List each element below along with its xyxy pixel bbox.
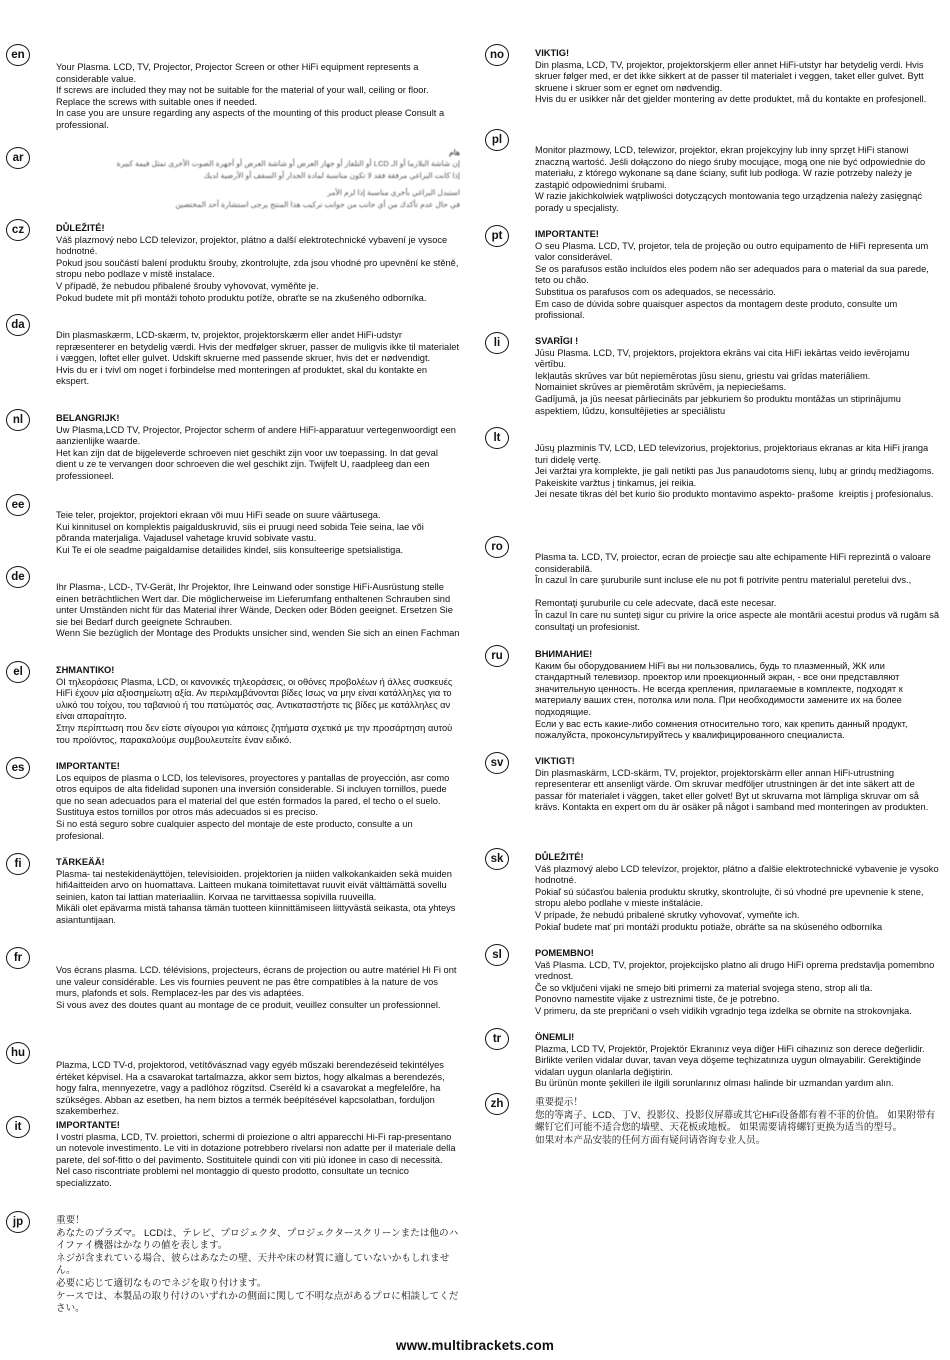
- language-badge: pl: [485, 129, 509, 151]
- arabic-line: في حال عدم تأكدك من أي جانب من جوانب تركيب هذا المنتج يرجى استشارة أحد المختصين: [175, 199, 460, 209]
- language-badge: tr: [485, 1028, 509, 1050]
- language-section-sl: [485, 944, 940, 1018]
- language-badge: da: [6, 314, 30, 336]
- section-body: I vostri plasma, LCD, TV. proiettori, schermi di proiezione o altri apparecchi Hi-Fi rap-presentano un notevole investimento. Le viti in dotazione potrebbero rivelarsi non adatte per il materiale della parete, del sof-fitto o del pavimento. Sostituitele quindi con viti più idonee in caso di necessità. Nel caso riscontriate problemi nel montaggio di questo prodotto, consultate un tecnico specializzato.: [56, 1131, 456, 1188]
- section-heading: BELANGRIJK!: [56, 413, 120, 423]
- section-body: Teie teler, projektor, projektori ekraan või muu HiFi seade on suure väärtusega. Kui kinnitusel on komplektis paigalduskruvid, siis ei pruugi need sobida Teie seina, lae või põranda materjaliga. Vajadusel vahetage kruvid sobivate vastu. Kui Te ei ole seadme paigaldamise detailides kindel, siis konsulteerige spetsialistiga.: [56, 510, 424, 555]
- language-section-zh: [485, 1093, 940, 1147]
- section-body: Vos écrans plasma. LCD. télévisions, projecteurs, écrans de projection ou autre matériel Hi Fi ont une valeur considérable. Les vis fournies peuvent ne pas être compatibles à la nature de vos murs, plafonds et sols. Remplacez-les par des vis adaptées. Si vous avez des doutes quant au montage de ce produit, veuillez consulter un professionnel.: [56, 965, 457, 1010]
- language-section-cz: [6, 219, 460, 304]
- language-section-en: [6, 44, 460, 132]
- section-body: Monitor plazmowy, LCD, telewizor, projektor, ekran projekcyjny lub inny sprzęt HiFi stanowi znaczną wartość. Jeśli dołączono do niego śruby mocujące, mogą one nie być odpowiednie do materiału, z którego wykonane są dane ściany, sufit lub podłoga. W razie potrzeby należy je zastąpić odpowiednimi śrubami. W razie jakichkolwiek wątpliwości dotyczących montowania tego urządzenia należy zasięgnąć porady u specjalisty.: [535, 145, 926, 213]
- language-section-de: [6, 566, 460, 640]
- section-content: [535, 1093, 940, 1147]
- section-heading: ÖNEMLI!: [535, 1032, 575, 1042]
- section-body: O seu Plasma. LCD, TV, projetor, tela de projeção ou outro equipamento de HiFi representa um valor considerável. Se os parafusos estão incluídos eles podem não ser adequados para o material da sua parede, teto ou chão. Substitua os parafusos com os adequados, se necessário. Em caso de dúvida sobre quaisquer aspectos da montagem deste produto, consulte um profissional.: [535, 240, 929, 321]
- section-body: Uw Plasma,LCD TV, Projector, Projector scherm of andere HiFi-apparatuur vertegenwoordigt een aanzienlijke waarde. Het kan zijn dat de bijgeleverde schroeven niet geschikt zijn voor uw toepassing. In dat geval dient u ze te vervangen door schroeven die wel geschikt zijn. Twijfelt U, raadpleeg dan een professioneel.: [56, 424, 456, 481]
- language-section-da: [6, 314, 460, 388]
- section-content: [56, 1116, 460, 1190]
- language-badge: es: [6, 757, 30, 779]
- language-badge: de: [6, 566, 30, 588]
- section-body: 重要提示！ 您的等离子、LCD、丁V、投影仪、投影仪屏幕或其它HiFi设备都有着不菲的价值。 如果附带有螺钉它们可能不适合您的墙壁、天花板或地板。 如果需要请将螺钉更换为适当的型号。 如果对本产品安装的任何方面有疑问请咨询专业人员。: [535, 1097, 936, 1146]
- section-heading: VIKTIGT!: [535, 756, 575, 766]
- language-badge: cz: [6, 219, 30, 241]
- section-content: [56, 947, 460, 1011]
- language-section-li: [485, 332, 940, 417]
- section-body: 重要！ あなたのプラズマ。 LCDは、テレビ、プロジェクタ、プロジェクタースクリーンまたは他のハイファイ機器はかなりの値を表します。 ネジが含まれている場合、彼らはあなたの壁、天井や床の材質に適していないかもしれません。 必要に応じて適切なものでネジを取り付けます。 ケースでは、本製品の取り付けのいずれかの側面に関して不明な点があるプロに相談してください。: [56, 1215, 459, 1315]
- section-heading: POMEMBNO!: [535, 948, 594, 958]
- section-content: [56, 44, 460, 132]
- section-content: [56, 147, 460, 210]
- section-body: Plasma- tai nestekidenäyttöjen, televisioiden. projektorien ja niiden valkokankaiden sekä muiden hifi4aitteiden arvo on huomattava. Laitteen mukana toimitettavat ruuvit eivät välttämättä sovellu seinien, katon tai lattian materiaaliin. Korvaa ne tarvittaessa sopivilla ruuveilla. Mikäli olet epävarma mistä tahansa tämän tuotteen kiinnittämiseen liittyvästä seikasta, ota yhteys asiantuntijaan.: [56, 868, 456, 925]
- section-body: Din plasmaskærm, LCD-skærm, tv, projektor, projektorskærm eller andet HiFi-udstyr repræsenterer en betydelig værdi. Hvis der medfølger skruer, passer de muligvis ikke til materialet i væggen, loftet eller gulvet. Udskift skruerne med passende skruer, hvis det er nødvendigt. Hvis du er i tvivl om noget i forbindelse med monteringen af produktet, skal du kontakte en ekspert.: [56, 330, 460, 387]
- section-body: Your Plasma. LCD, TV, Projector, Projector Screen or other HiFi equipment represents a considerable value. If screws are included they may not be suitable for the material of your wall, ceiling or floor. Replace the screws with suitable ones if needed. In case you are unsure regarding any aspects of the mounting of this product please Consult a professional.: [56, 62, 445, 130]
- section-body: Plazma, LCD TV-d, projektorod, vetítővásznad vagy egyéb műszaki berendezéseid tekintélyes értéket képvisel. Ha a csavarokat tartalmazza, akkor sem biztos, hogy alkalmas a berendezés, hogy falra, mennyezetre, vagy a padlóhoz rögzítsd. Cseréld ki a csavarokat a megfelelőre, ha szükséges. Abban az esetben, ha nem biztos a termék beépítésével kapcsolatban, forduljon szakemberhez.: [56, 1060, 448, 1117]
- language-badge: it: [6, 1116, 30, 1138]
- language-section-ar: [6, 147, 460, 210]
- section-content: [535, 44, 940, 106]
- language-section-nl: [6, 409, 460, 483]
- language-badge: no: [485, 44, 509, 66]
- section-content: [56, 409, 460, 483]
- section-body: Plasma ta. LCD, TV, proiector, ecran de proiecţie sau alte echipamente HiFi reprezintă o valoare considerabilă. În cazul în care şuruburile sunt incluse ele nu pot fi potrivite pentru materialul peretelui dvs., Remontaţi şuruburile cu cele adecvate, dacă este necesar. În cazul în care nu sunteţi sigur cu privire la orice aspecte ale montării acestui produs vă rugăm să consultaţi un profesionist.: [535, 552, 940, 632]
- section-heading: DŮLEŽITÉ!: [56, 223, 105, 233]
- language-badge: nl: [6, 409, 30, 431]
- section-body: Plazma, LCD TV, Projektör, Projektör Ekranınız veya diğer HiFi cihazınız son derece değerlidir. Birlikte verilen vidalar duvar, tavan veya döşeme teçhizatınıza uygun olmayabilir. Gerektiğinde vidaları uygun olanlarla değiştirin. Bu ürünün monte şekilleri ile ilgili sorunlarınız olması halinde bir uzmandan yardım alın.: [535, 1043, 925, 1089]
- language-badge: sk: [485, 848, 509, 870]
- section-content: [56, 219, 460, 304]
- section-content: [56, 494, 460, 556]
- language-section-tr: [485, 1028, 940, 1090]
- language-section-lt: [485, 427, 940, 501]
- section-heading: SVARĪGI !: [535, 336, 579, 346]
- language-section-fi: [6, 853, 460, 927]
- language-badge: li: [485, 332, 509, 354]
- language-badge: sl: [485, 944, 509, 966]
- section-body: Los equipos de plasma o LCD, los televisores, proyectores y pantallas de proyección, asr como otros equipos de alta fidelidad suponen una inversión considerable. Si incluyen tornillos, puede que no sean adecuados para el material del que estén formados la pared, el techo o el suelo. Sustituya estos tornillos por otros más adecuados si es preciso. Si no está seguro sobre cualquier aspecto del montaje de este producto, consulte a un profesional.: [56, 772, 450, 841]
- section-content: [535, 645, 940, 742]
- section-content: [56, 1042, 460, 1118]
- section-content: [56, 757, 460, 842]
- section-content: [535, 944, 940, 1018]
- section-content: [56, 661, 460, 746]
- language-section-pt: [485, 225, 940, 322]
- language-section-fr: [6, 947, 460, 1011]
- section-heading: ВНИМАНИЕ!: [535, 649, 593, 659]
- section-heading: TÄRKEÄÄ!: [56, 857, 105, 867]
- section-body: Váš plazmový alebo LCD televízor, projektor, plátno a ďalšie elektrotechnické vybavenie je vysoko hodnotné. Pokiaľ sú súčasťou balenia produktu skrutky, skontrolujte, či sú vhodné pre upevnenie k stene, stropu alebo podlahe v mieste inštalácie. V prípade, že nebudú pribalené skrutky vyhovovať, vymeňte ich. Pokiaľ budete mať pri montáži produktu potiaže, obráťte sa na skúseného odborníka: [535, 863, 939, 932]
- section-heading: DŮLEŽITÉ!: [535, 852, 584, 862]
- arabic-line: إذا كانت البراغي مرفقة فقد لا تكون مناسبة لمادة الجدار أو السقف أو الأرضية لديك: [203, 170, 460, 180]
- language-section-sv: [485, 752, 940, 814]
- arabic-line: استبدل البراغي بأخرى مناسبة إذا لزم الأمر: [327, 188, 460, 198]
- language-badge: pt: [485, 225, 509, 247]
- language-section-el: [6, 661, 460, 746]
- section-body: Din plasmaskärm, LCD-skärm, TV, projektor, projektorskärm eller annan HiFi-utrustning representerar ett ansenligt värde. Om skruvar medföljer utrustningen är det inte säkert att de passar för materialet i väggen, taket eller golvet! Byt ut skruvarna mot lämpliga skruvar om så krävs. Kontakta en expert om du är osäker på något i samband med monteringen av produkten.: [535, 767, 929, 813]
- section-content: [535, 848, 940, 933]
- language-badge: ro: [485, 536, 509, 558]
- section-content: [535, 536, 940, 633]
- website-url[interactable]: www.multibrackets.com: [395, 1338, 555, 1353]
- section-heading: ΣΗΜΑΝΤΙΚΟ!: [56, 665, 115, 675]
- language-badge: ee: [6, 494, 30, 516]
- language-section-es: [6, 757, 460, 842]
- language-section-it: [6, 1116, 460, 1190]
- section-body: Váš plazmový nebo LCD televizor, projektor, plátno a další elektrotechnické vybavení je vysoce hodnotné. Pokud jsou součástí balení produktu šrouby, zkontrolujte, zda jsou vhodné pro upevnění ke stěně, stropu nebo podlaze v místě instalace. V případě, že nebudou přibalené šrouby vyhovovat, vyměňte je. Pokud budete mít při montáži tohoto produktu potíže, obraťte se na zkušeného odborníka.: [56, 234, 459, 303]
- section-heading: IMPORTANTE!: [56, 761, 120, 771]
- section-body: Din plasma, LCD, TV, projektor, projektorskjerm eller annet HiFi-utstyr har betydelig verdi. Hvis skruer følger med, er det ikke sikkert at de passer til materialet i veggen, taket eller gulvet. Bytt skruene i skruer som er egnet om nødvendig. Hvis du er usikker når det gjelder montering av dette produktet, må du kontakte en profesjonell.: [535, 59, 927, 105]
- language-badge: sv: [485, 752, 509, 774]
- language-section-pl: [485, 129, 940, 215]
- section-heading: VIKTIG!: [535, 48, 570, 58]
- language-badge: lt: [485, 427, 509, 449]
- section-content: [535, 427, 940, 501]
- section-content: [535, 752, 940, 814]
- section-body: ΟΙ τηλεοράσεις Plasma, LCD, οι κανονικές τηλεοράσεις, οι οθόνες προβολέων ή άλλες συσκευές HiFi έχουν μία αξιοσημείωτη αξία. Αν περιλαμβάνονται βίδες Ισως να μην είναι κατάλληλες για το υλικό του τοίχου, του ταβανιού ή του πατώματός σας. Αντικαταστήστε τις βίδες με κατάλληλες αν είναι απαραίτητο. Στην περίπτωση που δεν είστε σίγουροι για κάποιες ζητήματα σχετικά με την προσάρτηση αυτού του προϊόντος, παρακαλούμε συμβουλευτείτε έναν ειδικό.: [56, 676, 453, 745]
- section-content: [56, 314, 460, 388]
- section-body: Ihr Plasma-, LCD-, TV-Gerät, Ihr Projektor, Ihre Leinwand oder sonstige HiFi-Ausrüstung stelle einen beträchtlichen Wert dar. Die möglicherweise im Lieferumfang enthaltenen Schrauben sind unter Umständen nicht für das Material ihrer Wände, Decken oder Böden geeignet. Ersetzen Sie sie bei Bedarf durch geeignete Schrauben. Wenn Sie bezüglich der Montage des Produkts unsicher sind, wenden Sie sich an einen Fachman: [56, 582, 460, 639]
- section-content: [535, 1028, 940, 1090]
- language-badge: ar: [6, 147, 30, 169]
- language-badge: fi: [6, 853, 30, 875]
- section-content: [535, 129, 940, 215]
- arabic-line: إن شاشة البلازما أو الـ LCD أو التلفاز أو جهاز العرض أو شاشة العرض أو أجهزة الصوت الأخرى تمثل قيمة كبيرة: [116, 159, 460, 169]
- language-badge: jp: [6, 1211, 30, 1233]
- section-body: Каким бы оборудованием HiFi вы ни пользовались, будь то плазменный, ЖК или стандартный телевизор. проектор или проекционный экран, - все они представляют значительную ценность. Не всегда крепления, прилагаемые в комплекте, подходят к материалу ваших стен, потолка или пола. При необходимости замените их на более подходящие. Если у вас есть какие-либо сомнения относительно того, как крепить данный продукт, пожалуйста, проконсультируйтесь у квалифицированного специалиста.: [535, 660, 908, 741]
- language-badge: ru: [485, 645, 509, 667]
- section-body: Jūsų plazminis TV, LCD, LED televizorius, projektorius, projektoriaus ekranas ar kita HiFi įranga turi didelę vertę. Jei varžtai yra komplekte, jie gali netikti pas Jus panaudotoms sienų, lubų ar grindų medžiagoms. Pakeiskite varžtus į tinkamus, jei reikia. Jei nesate tikras dėl bet kurio šio produkto montavimo aspekto- prašome kreiptis į profesionalus.: [535, 443, 934, 500]
- section-heading: IMPORTANTE!: [535, 229, 599, 239]
- language-badge: en: [6, 44, 30, 66]
- section-body: Jūsu Plasma. LCD, TV, projektors, projektora ekrāns vai cita HiFi iekārtas veido ievērojamu vērtību. Iekļautās skrūves var būt nepiemērotas jūsu sienu, griestu vai grīdas materiāliem. Nomainiet skrūves ar piemērotām skrūvēm, ja nepieciešams. Gadījumā, ja jūs neesat pārliecināts par jebkuriem šo produktu montāžas un stiprinājumu aspektiem, lūdzu, konsultējieties ar speciālistu: [535, 347, 910, 416]
- section-content: [56, 1211, 460, 1316]
- language-section-jp: [6, 1211, 460, 1316]
- section-content: [56, 853, 460, 927]
- section-heading: هام: [448, 148, 460, 157]
- language-section-ro: [485, 536, 940, 633]
- language-section-hu: [6, 1042, 460, 1118]
- language-badge: fr: [6, 947, 30, 969]
- section-content: [535, 332, 940, 417]
- section-body: Vaš Plasma. LCD, TV, projektor, projekcijsko platno ali drugo HiFi oprema predstavlja pomembno vrednost. Če so vključeni vijaki ne smejo biti primerni za material svojega steno, strop ali tla. Ponovno namestite vijake z ustreznimi tiste, če je potrebno. V primeru, da ste prepričani o vseh vidikih vgradnjo tega izdelka se obrnite na strokovnjaka.: [535, 959, 935, 1016]
- language-badge: zh: [485, 1093, 509, 1115]
- language-section-no: [485, 44, 940, 106]
- language-badge: el: [6, 661, 30, 683]
- language-section-sk: [485, 848, 940, 933]
- language-section-ee: [6, 494, 460, 556]
- language-badge: hu: [6, 1042, 30, 1064]
- language-section-ru: [485, 645, 940, 742]
- section-content: [535, 225, 940, 322]
- section-content: [56, 566, 460, 640]
- section-heading: IMPORTANTE!: [56, 1120, 120, 1130]
